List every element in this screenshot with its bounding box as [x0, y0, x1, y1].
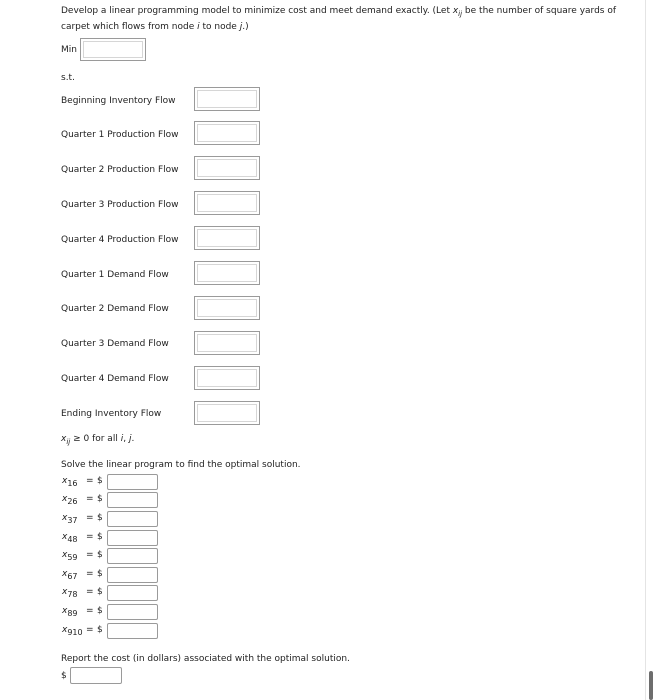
solution-input[interactable] — [107, 530, 158, 546]
nonneg-var: x — [61, 434, 67, 444]
solution-row — [62, 604, 172, 621]
dollar-sign: $ — [97, 476, 103, 486]
nonneg-var-sub: ij — [66, 437, 71, 446]
objective-label: Min — [61, 45, 77, 55]
solution-input[interactable] — [107, 623, 158, 639]
constraint-input[interactable] — [194, 296, 260, 320]
solution-row — [62, 567, 172, 584]
constraint-input[interactable] — [194, 121, 260, 145]
intro-var: x — [452, 6, 459, 16]
constraint-label: Quarter 3 Demand Flow — [61, 339, 169, 349]
intro-i: i — [197, 21, 200, 32]
constraint-input[interactable] — [194, 87, 260, 111]
solution-var-name: $x_{26}$ — [62, 494, 78, 506]
solution-row — [62, 530, 172, 547]
intro-text: be the number of square yards of carpet which flows from node — [61, 6, 617, 32]
solution-input[interactable] — [107, 474, 158, 490]
equals-sign: = — [86, 550, 94, 560]
nonneg-sep: , — [123, 434, 129, 444]
dollar-sign: $ — [97, 532, 103, 542]
solution-row — [62, 623, 172, 640]
constraint-label: Beginning Inventory Flow — [61, 96, 176, 106]
solution-var-name: $x_{67}$ — [62, 569, 78, 581]
solution-var-name: $x_{37}$ — [62, 513, 78, 525]
intro-text: Develop a linear programming model to minimize cost and meet demand exactly. (Let — [61, 6, 453, 16]
solution-var-name: $x_{78}$ — [62, 587, 78, 599]
equals-sign: = — [86, 625, 94, 635]
solution-input[interactable] — [107, 511, 158, 527]
solve-prompt: Solve the linear program to find the optimal solution. — [61, 460, 301, 470]
constraint-input[interactable] — [194, 331, 260, 355]
equals-sign: = — [86, 532, 94, 542]
equals-sign: = — [86, 569, 94, 579]
dollar-sign: $ — [97, 550, 103, 560]
objective-input[interactable] — [80, 38, 146, 61]
equals-sign: = — [86, 587, 94, 597]
constraint-input[interactable] — [194, 191, 260, 215]
solution-input[interactable] — [107, 548, 158, 564]
solution-row — [62, 585, 172, 602]
constraint-label: Ending Inventory Flow — [61, 409, 162, 419]
solution-row — [62, 474, 172, 491]
solution-row — [62, 511, 172, 528]
subject-to-label: s.t. — [61, 73, 75, 83]
dollar-sign: $ — [97, 587, 103, 597]
equals-sign: = — [86, 476, 94, 486]
equals-sign: = — [86, 513, 94, 523]
dollar-sign: $ — [61, 671, 67, 681]
constraint-label: Quarter 2 Production Flow — [61, 165, 179, 175]
cost-input[interactable] — [70, 667, 122, 684]
constraint-input[interactable] — [194, 401, 260, 425]
constraint-label: Quarter 4 Production Flow — [61, 235, 179, 245]
dollar-sign: $ — [97, 494, 103, 504]
constraint-input[interactable] — [194, 226, 260, 250]
solution-var-name: $x_{59}$ — [62, 550, 78, 562]
solution-var-name: $x_{48}$ — [62, 532, 78, 544]
cost-prompt: Report the cost (in dollars) associated with the optimal solution. — [61, 654, 350, 664]
constraint-input[interactable] — [194, 261, 260, 285]
nonneg-text: ≥ 0 for all — [70, 434, 121, 444]
solution-input[interactable] — [107, 604, 158, 620]
solution-var-name: $x_{16}$ — [62, 476, 78, 488]
nonneg-i: i — [120, 434, 124, 444]
dollar-sign: $ — [97, 625, 103, 635]
intro-var-sub: ij — [458, 9, 463, 18]
nonneg-end: . — [131, 434, 135, 444]
intro-text: to node — [199, 21, 240, 32]
equals-sign: = — [86, 494, 94, 504]
dollar-sign: $ — [97, 513, 103, 523]
solution-var-name: $x_{89}$ — [62, 606, 78, 618]
solution-input[interactable] — [107, 585, 158, 601]
dollar-sign: $ — [97, 606, 103, 616]
constraint-input[interactable] — [194, 156, 260, 180]
constraint-label: Quarter 3 Production Flow — [61, 200, 179, 210]
constraint-input[interactable] — [194, 366, 260, 390]
constraint-label: Quarter 1 Demand Flow — [61, 270, 169, 280]
nonnegativity-statement — [61, 434, 134, 446]
problem-statement — [61, 5, 641, 34]
constraint-label: Quarter 1 Production Flow — [61, 130, 179, 140]
constraint-label: Quarter 2 Demand Flow — [61, 304, 169, 314]
solution-input[interactable] — [107, 492, 158, 508]
solution-var-name: $x_{910}$ — [62, 625, 83, 637]
constraint-label: Quarter 4 Demand Flow — [61, 374, 169, 384]
dollar-sign: $ — [97, 569, 103, 579]
scrollbar-thumb[interactable] — [649, 671, 653, 700]
page-border — [645, 0, 646, 700]
solution-row — [62, 548, 172, 565]
nonneg-j: j — [128, 434, 132, 444]
intro-text: .) — [242, 21, 249, 32]
intro-j: j — [239, 21, 243, 32]
solution-row — [62, 492, 172, 509]
equals-sign: = — [86, 606, 94, 616]
solution-input[interactable] — [107, 567, 158, 583]
